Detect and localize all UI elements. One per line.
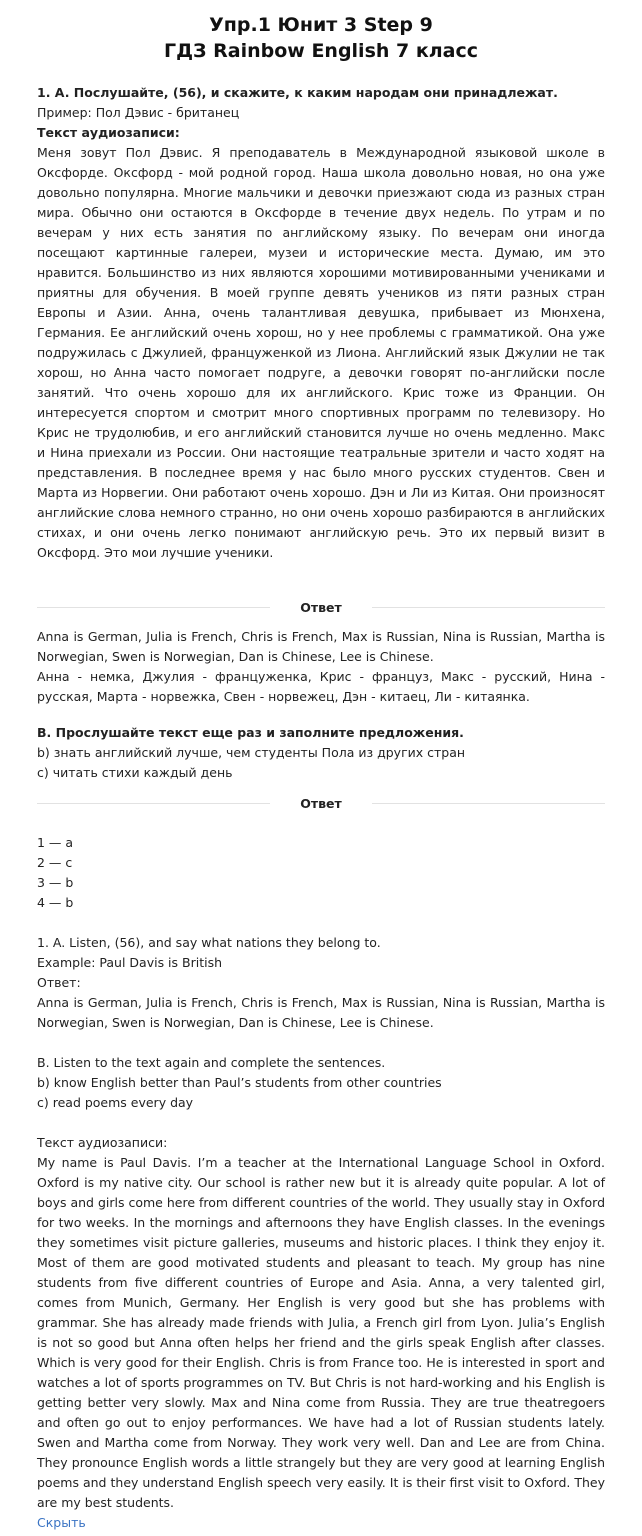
task-a-example: Пример: Пол Дэвис - британец — [37, 105, 240, 120]
transcript-english: My name is Paul Davis. I’m a teacher at the International Language School in Oxford. Oxford is my native city. Our school is rather new but it is already quite popular. A lot of boys and girls come here from different countries of the world. They usually stay in Oxford for two weeks. In the mornings and afternoons they have English classes. In the evenings they sometimes visit picture galleries, museums and historic places. I think they enjoy it. Most of them are good motivated students and pleasant to teach. My group has nine students from five different countries of Europe and Asia. Anna, a very talented girl, comes from Munich, Germany. Her English is very good but she has problems with grammar. She has already made friends with Julia, a French girl from Lyon. Julia’s English is not so good but Anna often helps her friend and the girls speak English after classes. Which is very good for their English. Chris is from France too. He is interested in sport and watches a lot of sports programmes on TV. But Chris is not hard-working and his English is getting better very slowly. Max and Nina come from Russia. They are true theatregoers and often go out to enjoy performances. We have had a lot of Russian students lately. Swen and Martha come from Norway. They work very well. Dan and Lee are from China. They pronounce English words a little strangely but they are very good at learning English poems and they understand English speech very easily. It is their first visit to Oxford. They are my best students. — [37, 1155, 605, 1510]
answer-b-list — [37, 833, 605, 913]
en-item-c: c) read poems every day — [37, 1095, 194, 1110]
en-example: Example: Paul Davis is British — [37, 955, 223, 970]
answer-label-a: Ответ — [300, 599, 342, 615]
answer-b-item: 1 — a — [37, 835, 74, 850]
answer-b-item: 2 — c — [37, 855, 73, 870]
answer-separator-b — [37, 793, 605, 813]
hide-link[interactable]: Скрыть — [37, 1515, 86, 1530]
task-b-heading: B. Прослушайте текст еще раз и заполните предложения. — [37, 725, 464, 740]
en-answer: Anna is German, Julia is French, Chris is French, Max is Russian, Nina is Russian, Martha is Norwegian, Swen is Norwegian, Dan is Chinese, Lee is Chinese. — [37, 995, 605, 1030]
en-task-b: B. Listen to the text again and complete the sentences. — [37, 1055, 386, 1070]
task-b-item: c) читать стихи каждый день — [37, 765, 233, 780]
title-line-1: Упр.1 Юнит 3 Step 9 — [209, 14, 433, 36]
answer-b-item: 3 — b — [37, 875, 74, 890]
en-item-b: b) know English better than Paul’s students from other countries — [37, 1075, 442, 1090]
transcript-russian: Меня зовут Пол Дэвис. Я преподаватель в Международной языковой школе в Оксфорде. Оксфорд - мой родной город. Наша школа довольно новая, но она уже довольно популярна. Многие мальчики и девочки приезжают сюда из разных стран мира. Обычно они остаются в Оксфорде в течение двух недель. По утрам и по вечерам у них есть занятия по английскому языку. По вечерам они иногда посещают картинные галереи, музеи и исторические места. Думаю, им это нравится. Большинство из них являются хорошими мотивированными учениками и приятны для обучения. В моей группе девять учеников из пяти разных стран Европы и Азии. Анна, очень талантливая девушка, прибывает из Мюнхена, Германия. Ее английский очень хорош, но у нее проблемы с грамматикой. Она уже подружилась с Джулией, француженкой из Лиона. Английский язык Джулии не так хорош, но Анна часто помогает подруге, а девочки говорят по-английски после занятий. Что очень хорошо для их английского. Крис тоже из Франции. Он интересуется спортом и смотрит много спортивных программ по телевизору. Но Крис не трудолюбив, и его английский становится лучше но очень медленно. Макс и Нина приехали из России. Они настоящие театральные зрители и часто ходят на представления. В последнее время у нас было много русских студентов. Свен и Марта из Норвегии. Они работают очень хорошо. Дэн и Ли из Китая. Они произносят английские слова немного странно, но они очень хорошо разбираются в английских стихах, и они очень легко понимают английскую речь. Это их первый визит в Оксфорд. Это мои лучшие ученики. — [37, 145, 605, 560]
answer-b-item: 4 — b — [37, 895, 74, 910]
answer-separator-a — [37, 597, 605, 617]
task-b-item: b) знать английский лучше, чем студенты Пола из других стран — [37, 745, 466, 760]
answer-a-russian: Анна - немка, Джулия - француженка, Крис - француз, Макс - русский, Нина - русская, Марта - норвежка, Свен - норвежец, Дэн - китаец, Ли - китаянка. — [37, 669, 605, 704]
title-line-2: ГДЗ Rainbow English 7 класс — [163, 40, 479, 62]
en-answer-label: Ответ: — [37, 975, 81, 990]
answer-a-english: Anna is German, Julia is French, Chris is French, Max is Russian, Nina is Russian, Martha is Norwegian, Swen is Norwegian, Dan is Chinese, Lee is Chinese. — [37, 629, 605, 664]
en-transcript-label: Текст аудиозаписи: — [37, 1135, 168, 1150]
page-title — [37, 12, 605, 64]
answer-label-b: Ответ — [300, 795, 342, 811]
task-a-heading: 1. A. Послушайте, (56), и скажите, к каким народам они принадлежат. — [37, 85, 558, 100]
transcript-label: Текст аудиозаписи: — [37, 125, 180, 140]
en-task-a: 1. A. Listen, (56), and say what nations they belong to. — [37, 935, 381, 950]
